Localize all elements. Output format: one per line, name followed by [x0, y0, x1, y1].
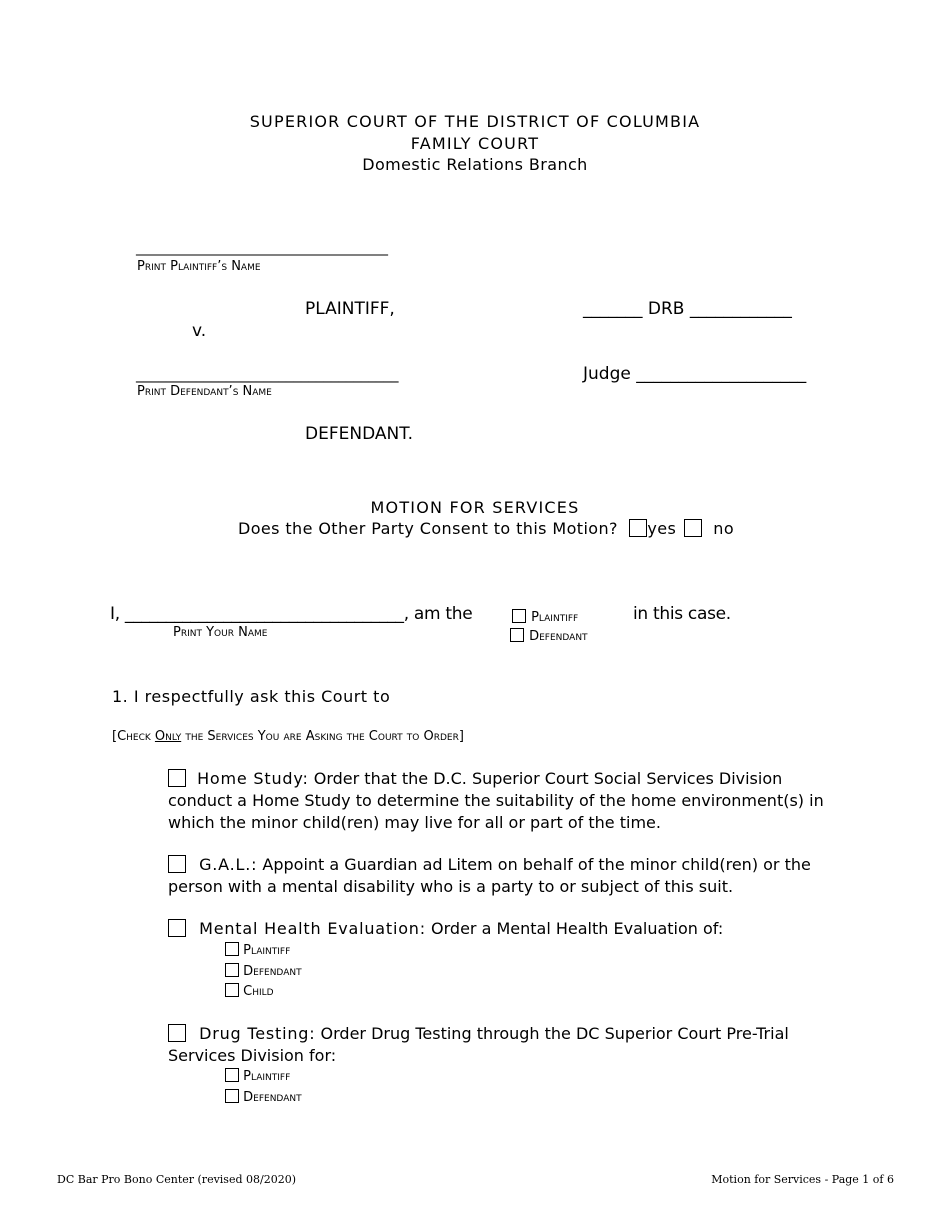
section-1-instruction — [112, 729, 464, 744]
gal-text: Appoint a Guardian ad Litem on behalf of the minor child(ren) or the person with a mental disability who is a party to or subject of this suit. — [168, 855, 811, 896]
defendant-name-label: Print Defendant’s Name — [137, 384, 272, 399]
drug-testing-checkbox[interactable] — [168, 1024, 186, 1042]
service-home-study — [168, 768, 848, 834]
plaintiff-name-line[interactable]: ____________________________________ — [136, 240, 388, 256]
party-statement[interactable]: I, __________________________________, am the — [110, 604, 473, 624]
section-1-heading: 1. I respectfully ask this Court to — [112, 687, 391, 706]
mental-health-option[interactable] — [225, 983, 274, 999]
drug-testing-text: Order Drug Testing through the DC Superior Court Pre-Trial Services Division for: — [168, 1024, 789, 1065]
party-plaintiff-checkbox[interactable] — [512, 609, 526, 623]
service-drug-testing — [168, 1023, 848, 1067]
instruction-emphasis: Only — [154, 729, 182, 744]
instruction-suffix: the Services You are Asking the Court to Order] — [181, 729, 464, 744]
instruction-prefix: [Check — [112, 729, 155, 744]
party-option-plaintiff[interactable] — [512, 606, 578, 625]
mental-health-text: Order a Mental Health Evaluation of: — [431, 919, 724, 938]
mental-health-option[interactable] — [225, 942, 290, 958]
party-defendant-checkbox[interactable] — [510, 628, 524, 642]
gal-checkbox[interactable] — [168, 855, 186, 873]
service-gal — [168, 854, 848, 898]
dt-defendant-label: Defendant — [243, 1090, 302, 1105]
party-suffix: in this case. — [633, 604, 731, 624]
your-name-label: Print Your Name — [173, 625, 268, 640]
consent-no-checkbox[interactable] — [684, 519, 702, 537]
footer-left: DC Bar Pro Bono Center (revised 08/2020) — [57, 1173, 296, 1186]
mental-health-checkbox[interactable] — [168, 919, 186, 937]
home-study-checkbox[interactable] — [168, 769, 186, 787]
party-defendant-label: Defendant — [529, 629, 588, 644]
drug-testing-option[interactable] — [225, 1068, 290, 1084]
mh-child-checkbox[interactable] — [225, 983, 239, 997]
home-study-text: Order that the D.C. Superior Court Social Services Division conduct a Home Study to determine the suitability of the home environment(s) in which the minor child(ren) may live for all or part of the time. — [168, 769, 824, 832]
consent-question: Does the Other Party Consent to this Motion? — [238, 519, 618, 538]
drug-testing-label: Drug Testing: — [199, 1024, 316, 1043]
mh-child-label: Child — [243, 984, 274, 999]
case-number-field[interactable]: _______ DRB ____________ — [583, 299, 792, 319]
consent-row — [238, 519, 734, 538]
versus: v. — [192, 321, 207, 341]
judge-field[interactable]: Judge ____________________ — [583, 364, 807, 384]
plaintiff-name-label: Print Plaintiff’s Name — [137, 259, 261, 274]
mh-defendant-checkbox[interactable] — [225, 963, 239, 977]
plaintiff-word: PLAINTIFF, — [305, 299, 395, 319]
consent-no-label: no — [713, 519, 735, 538]
mh-plaintiff-checkbox[interactable] — [225, 942, 239, 956]
dt-plaintiff-label: Plaintiff — [243, 1069, 291, 1084]
drug-testing-option[interactable] — [225, 1089, 302, 1105]
defendant-word: DEFENDANT. — [305, 424, 413, 444]
gal-label: G.A.L.: — [199, 855, 258, 874]
court-division: FAMILY COURT — [410, 134, 540, 153]
mental-health-label: Mental Health Evaluation: — [199, 919, 426, 938]
court-branch: Domestic Relations Branch — [362, 155, 588, 174]
dt-plaintiff-checkbox[interactable] — [225, 1068, 239, 1082]
service-mental-health — [168, 918, 848, 940]
party-plaintiff-label: Plaintiff — [531, 610, 579, 625]
party-option-defendant[interactable] — [510, 625, 588, 644]
mental-health-option[interactable] — [225, 963, 302, 979]
home-study-label: Home Study: — [197, 769, 309, 788]
consent-yes-label: yes — [647, 519, 677, 538]
dt-defendant-checkbox[interactable] — [225, 1089, 239, 1103]
defendant-name-line[interactable]: ___________________________________ — [136, 365, 399, 383]
motion-title: MOTION FOR SERVICES — [370, 498, 580, 517]
mh-defendant-label: Defendant — [243, 964, 302, 979]
consent-yes-checkbox[interactable] — [629, 519, 647, 537]
footer-right: Motion for Services - Page 1 of 6 — [711, 1173, 894, 1186]
mh-plaintiff-label: Plaintiff — [243, 943, 291, 958]
court-name: SUPERIOR COURT OF THE DISTRICT OF COLUMBIA — [249, 112, 701, 131]
